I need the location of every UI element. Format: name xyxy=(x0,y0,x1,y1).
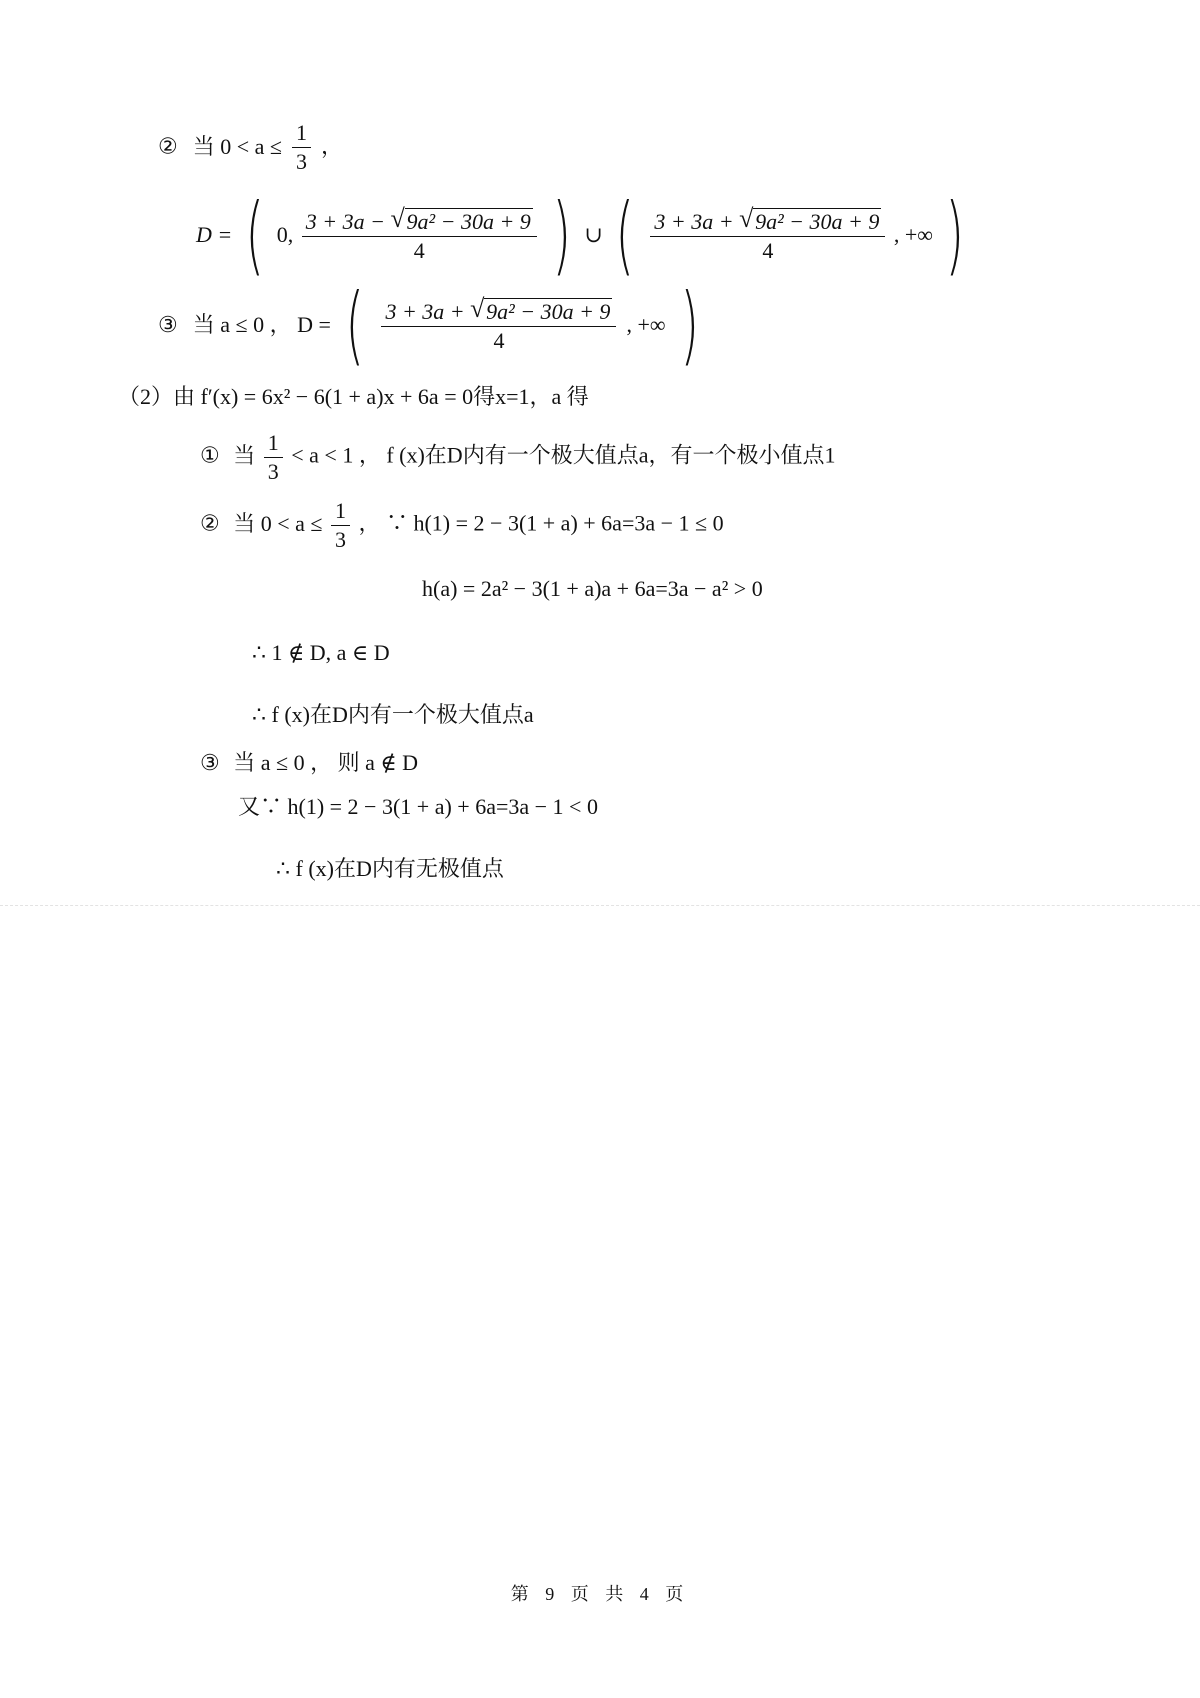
part-2-statement: （2）由 f′(x) = 6x² − 6(1 + a)x + 6a = 0得x=1，a 得 xyxy=(118,384,589,409)
conclusion-no-extremum: ∴ f (x)在D内有无极值点 xyxy=(276,856,504,881)
interval-end: , +∞ xyxy=(893,222,933,247)
fraction xyxy=(292,122,311,173)
punctuation: ， xyxy=(320,134,343,160)
square-root xyxy=(739,204,881,234)
case-marker: ③ xyxy=(200,750,220,775)
fraction-denominator: 4 xyxy=(493,328,505,353)
fraction-numerator xyxy=(381,294,616,327)
conclusion-max-point: ∴ f (x)在D内有一个极大值点a xyxy=(252,702,534,727)
conclusion-membership: ∴ 1 ∉ D, a ∈ D xyxy=(252,640,390,665)
domain-expression-case-2 xyxy=(196,185,972,285)
left-paren: ( xyxy=(615,185,635,285)
radicand: 9a² − 30a + 9 xyxy=(486,299,611,324)
fraction xyxy=(264,432,283,483)
numerator-text: 3 + 3a + xyxy=(654,209,734,234)
expression-lhs: D = xyxy=(196,222,233,247)
fraction-numerator: 1 xyxy=(292,122,311,148)
sqrt-symbol: √ xyxy=(739,204,754,233)
case-marker: ② xyxy=(200,510,220,536)
fraction-denominator: 3 xyxy=(295,149,307,174)
condition-text: 当 a ≤ 0 ， D = xyxy=(192,312,331,337)
fraction xyxy=(381,294,616,353)
case-marker: ③ xyxy=(158,312,178,337)
case-marker: ② xyxy=(158,133,178,159)
right-paren: ) xyxy=(552,185,572,285)
fraction-denominator: 4 xyxy=(762,238,774,263)
fraction xyxy=(331,500,350,551)
condition-text: < a < 1 ， f (x)在D内有一个极大值点a，有一个极小值点1 xyxy=(291,442,836,468)
sqrt-symbol: √ xyxy=(390,204,405,233)
sqrt-symbol: √ xyxy=(470,294,485,323)
right-paren: ) xyxy=(680,275,699,375)
interval-end: , +∞ xyxy=(626,312,666,337)
fraction xyxy=(650,204,885,263)
fraction xyxy=(302,204,537,263)
numerator-text: 3 + 3a + xyxy=(385,299,465,324)
square-root xyxy=(470,294,612,324)
numerator-text: 3 + 3a − xyxy=(305,209,385,234)
interval-start: 0, xyxy=(276,222,294,247)
fraction-denominator: 3 xyxy=(334,527,346,552)
left-paren: ( xyxy=(345,275,364,375)
fraction-numerator xyxy=(650,204,885,237)
condition-text: 当 a ≤ 0 ， 则 a ∉ D xyxy=(233,750,419,775)
part-2-case-1 xyxy=(200,432,835,483)
case-2-condition xyxy=(158,122,343,173)
radicand: 9a² − 30a + 9 xyxy=(755,209,880,234)
condition-text: ， ∵ h(1) = 2 − 3(1 + a) + 6a=3a − 1 ≤ 0 xyxy=(358,510,724,536)
fraction-numerator xyxy=(302,204,537,237)
h-of-a-equation: h(a) = 2a² − 3(1 + a)a + 6a=3a − a² > 0 xyxy=(422,576,763,601)
page-footer: 第 9 页 共 4 页 xyxy=(510,1584,690,1604)
right-paren: ) xyxy=(946,185,965,285)
condition-prefix: 当 xyxy=(233,442,256,468)
condition-text: 当 0 < a ≤ xyxy=(192,133,282,159)
fraction-denominator: 4 xyxy=(413,238,425,263)
fraction-numerator: 1 xyxy=(264,432,283,458)
part-2-case-3 xyxy=(200,752,418,774)
case-3-condition xyxy=(158,275,706,375)
condition-prefix: 当 0 < a ≤ xyxy=(233,510,323,536)
fraction-numerator: 1 xyxy=(331,500,350,526)
square-root xyxy=(390,204,533,234)
page-divider xyxy=(0,905,1200,906)
left-paren: ( xyxy=(245,185,264,285)
h-of-1-inequality: 又∵ h(1) = 2 − 3(1 + a) + 6a=3a − 1 < 0 xyxy=(238,794,598,819)
case-marker: ① xyxy=(200,442,220,468)
part-2-case-2 xyxy=(200,500,724,551)
fraction-denominator: 3 xyxy=(267,459,279,484)
union-symbol: ∪ xyxy=(584,222,603,247)
radicand: 9a² − 30a + 9 xyxy=(406,209,531,234)
